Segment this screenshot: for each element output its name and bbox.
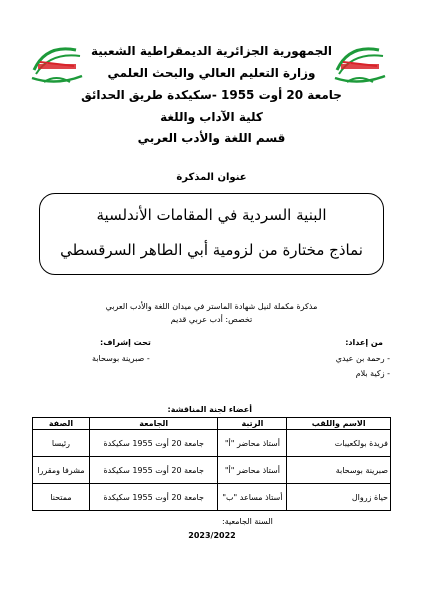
department-line: قسم اللغة والأدب العربي <box>137 131 286 145</box>
student-name-1: - رحمة بن عيدي <box>335 354 390 363</box>
committee-table <box>32 417 391 511</box>
header-name: الاسم واللقب <box>287 418 391 430</box>
header-university: الجامعة <box>89 418 218 430</box>
academic-year-label: السنة الجامعية: <box>222 517 273 526</box>
header-role: الصفة <box>33 418 90 430</box>
degree-line: مذكرة مكملة لنيل شهادة الماستر في ميدان اللغة والأدب العربي <box>105 302 318 311</box>
university-line: جامعة 20 أوت 1955 -سكيكدة طريق الحدائق <box>81 88 342 102</box>
thesis-title-box <box>39 193 384 275</box>
faculty-line: كلية الآداب واللغة <box>160 110 263 124</box>
member-role: رئيسا <box>33 430 90 457</box>
student-name-2: - زكية بلام <box>355 369 390 378</box>
member-university: جامعة 20 أوت 1955 سكيكدة <box>89 430 218 457</box>
supervisor-name: - صبرينة بوسحابة <box>92 354 150 363</box>
table-row <box>33 484 391 511</box>
member-university: جامعة 20 أوت 1955 سكيكدة <box>89 484 218 511</box>
member-role: ممتحنا <box>33 484 90 511</box>
republic-line: الجمهورية الجزائرية الديمقراطية الشعبية <box>90 44 333 58</box>
table-row <box>33 457 391 484</box>
thesis-title-line1: البنية السردية في المقامات الأندلسية <box>96 206 327 224</box>
member-rank: أستاذ محاضر "أ" <box>218 430 287 457</box>
academic-year-value: 2023/2022 <box>188 531 236 540</box>
thesis-title-line2: نماذج مختارة من لزومية أبي الطاهر السرقسطي <box>60 241 363 259</box>
supervisor-label: تحت إشراف: <box>100 338 151 347</box>
committee-label: أعضاء لجنة المناقشة: <box>167 405 252 414</box>
member-rank: أستاذ مساعد "ب" <box>218 484 287 511</box>
thesis-label: عنوان المذكرة <box>176 172 247 183</box>
member-university: جامعة 20 أوت 1955 سكيكدة <box>89 457 218 484</box>
member-name: فريدة بولكعيبات <box>287 430 391 457</box>
students-label: من إعداد: <box>345 338 383 347</box>
member-rank: أستاذ محاضر "أ" <box>218 457 287 484</box>
table-row <box>33 430 391 457</box>
member-name: صبرينة بوسحابة <box>287 457 391 484</box>
member-name: حياة زروال <box>287 484 391 511</box>
member-role: مشرفا ومقررا <box>33 457 90 484</box>
table-header-row <box>33 418 391 430</box>
header-rank: الرتبة <box>218 418 287 430</box>
specialty-line: تخصص: أدب عربي قديم <box>170 315 253 324</box>
ministry-line: وزارة التعليم العالي والبحث العلمي <box>107 66 316 80</box>
